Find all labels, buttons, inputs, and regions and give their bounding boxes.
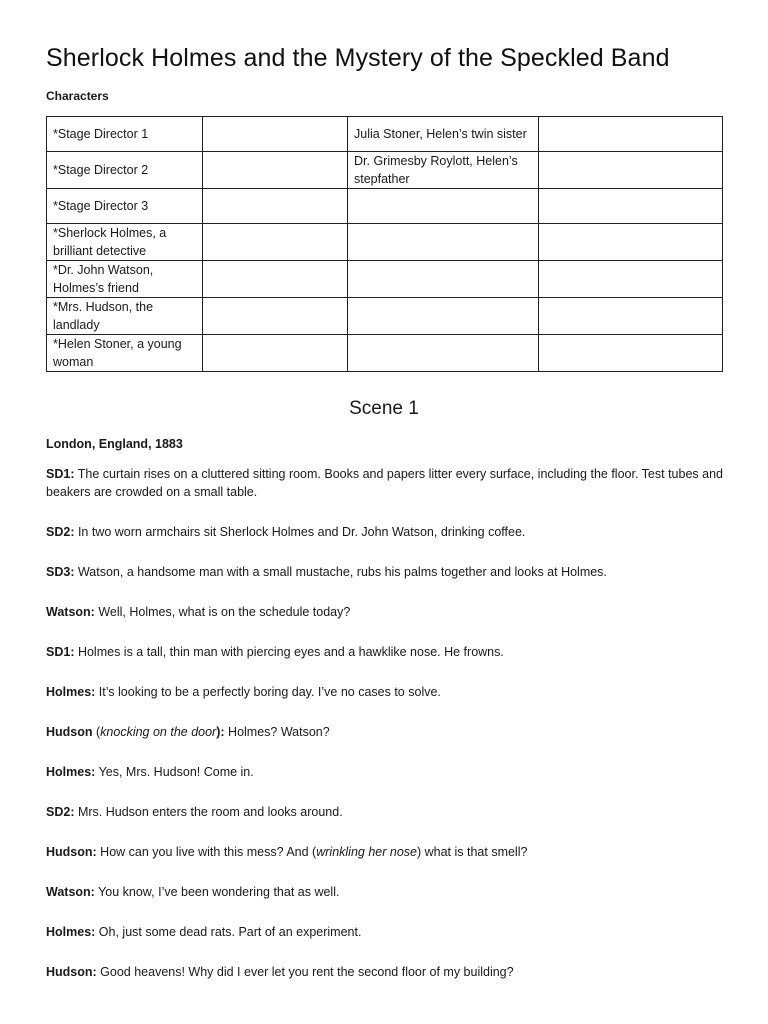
- speaker-label: Watson:: [46, 885, 95, 899]
- cast-cell: [348, 298, 539, 335]
- script-line: [46, 643, 736, 661]
- cast-cell: [348, 189, 539, 224]
- cast-cell: [203, 335, 348, 372]
- script-line: [46, 803, 736, 821]
- cast-cell: [203, 117, 348, 152]
- cast-cell: *Mrs. Hudson, the landlady: [47, 298, 203, 335]
- cast-row: [47, 335, 723, 372]
- cast-cell: [203, 189, 348, 224]
- scene-heading: Scene 1: [349, 398, 419, 419]
- speaker-label: Hudson:: [46, 845, 97, 859]
- line-text: Well, Holmes, what is on the schedule today?: [94, 605, 351, 619]
- script-line: [46, 763, 736, 781]
- cast-cell: [348, 335, 539, 372]
- cast-cell: [539, 189, 723, 224]
- cast-cell: [203, 224, 348, 261]
- script-body: [46, 465, 736, 981]
- script-line: [46, 603, 736, 621]
- cast-cell: [539, 335, 723, 372]
- line-text: Holmes is a tall, thin man with piercing eyes and a hawklike nose. He frowns.: [74, 645, 504, 659]
- cast-cell: [203, 298, 348, 335]
- cast-cell: [539, 152, 723, 189]
- cast-cell: [539, 224, 723, 261]
- script-line: [46, 963, 736, 981]
- cast-cell: Dr. Grimesby Roylott, Helen’s stepfather: [348, 152, 539, 189]
- speaker-label: SD1:: [46, 645, 75, 659]
- line-text: Holmes? Watson?: [224, 725, 330, 739]
- cast-row: [47, 298, 723, 335]
- cast-cell: *Dr. John Watson, Holmes’s friend: [47, 261, 203, 298]
- script-line: [46, 683, 736, 701]
- scene-setting: London, England, 1883: [46, 437, 183, 451]
- cast-cell: *Sherlock Holmes, a brilliant detective: [47, 224, 203, 261]
- cast-row: [47, 152, 723, 189]
- line-text: In two worn armchairs sit Sherlock Holmes and Dr. John Watson, drinking coffee.: [74, 525, 526, 539]
- cast-cell: *Helen Stoner, a young woman: [47, 335, 203, 372]
- line-text: Watson, a handsome man with a small mustache, rubs his palms together and looks at Holmes.: [74, 565, 607, 579]
- script-line: [46, 883, 736, 901]
- script-line: [46, 465, 736, 501]
- cast-cell: *Stage Director 2: [47, 152, 203, 189]
- cast-cell: Julia Stoner, Helen’s twin sister: [348, 117, 539, 152]
- script-line: [46, 563, 736, 581]
- speaker-label: SD2:: [46, 525, 75, 539]
- cast-cell: *Stage Director 3: [47, 189, 203, 224]
- speaker-label: Holmes:: [46, 925, 96, 939]
- speaker-label: SD1:: [46, 467, 75, 481]
- line-text: Mrs. Hudson enters the room and looks around.: [74, 805, 343, 819]
- line-text: It’s looking to be a perfectly boring day. I’ve no cases to solve.: [95, 685, 441, 699]
- cast-row: [47, 189, 723, 224]
- speaker-label: Holmes:: [46, 765, 96, 779]
- script-line: [46, 523, 736, 541]
- speaker-label: SD2:: [46, 805, 75, 819]
- cast-cell: [348, 261, 539, 298]
- line-text: The curtain rises on a cluttered sitting room. Books and papers litter every surface, including the floor. Test tubes and beakers are crowded on a small table.: [46, 467, 723, 499]
- line-text: How can you live with this mess? And (: [96, 845, 317, 859]
- line-punct: (: [92, 725, 101, 739]
- speaker-label: Hudson:: [46, 965, 97, 979]
- speaker-label: Holmes:: [46, 685, 96, 699]
- cast-table: [46, 116, 723, 372]
- document-title: Sherlock Holmes and the Mystery of the Speckled Band: [46, 44, 670, 72]
- cast-cell: [203, 152, 348, 189]
- cast-cell: [348, 224, 539, 261]
- cast-row: [47, 224, 723, 261]
- line-punct: ):: [216, 725, 225, 739]
- cast-cell: *Stage Director 1: [47, 117, 203, 152]
- script-line: [46, 843, 736, 861]
- script-line: [46, 723, 736, 741]
- stage-direction: knocking on the door: [100, 725, 217, 739]
- script-line: [46, 923, 736, 941]
- line-text: You know, I’ve been wondering that as well.: [94, 885, 340, 899]
- characters-label: Characters: [46, 89, 109, 103]
- line-text: Oh, just some dead rats. Part of an experiment.: [95, 925, 362, 939]
- stage-direction: wrinkling her nose: [316, 845, 417, 859]
- cast-row: [47, 261, 723, 298]
- speaker-label: Hudson: [46, 725, 93, 739]
- line-text: Good heavens! Why did I ever let you rent the second floor of my building?: [96, 965, 514, 979]
- line-text: ) what is that smell?: [416, 845, 528, 859]
- line-text: Yes, Mrs. Hudson! Come in.: [95, 765, 254, 779]
- cast-cell: [203, 261, 348, 298]
- cast-cell: [539, 298, 723, 335]
- cast-row: [47, 117, 723, 152]
- cast-cell: [539, 117, 723, 152]
- cast-cell: [539, 261, 723, 298]
- speaker-label: SD3:: [46, 565, 75, 579]
- speaker-label: Watson:: [46, 605, 95, 619]
